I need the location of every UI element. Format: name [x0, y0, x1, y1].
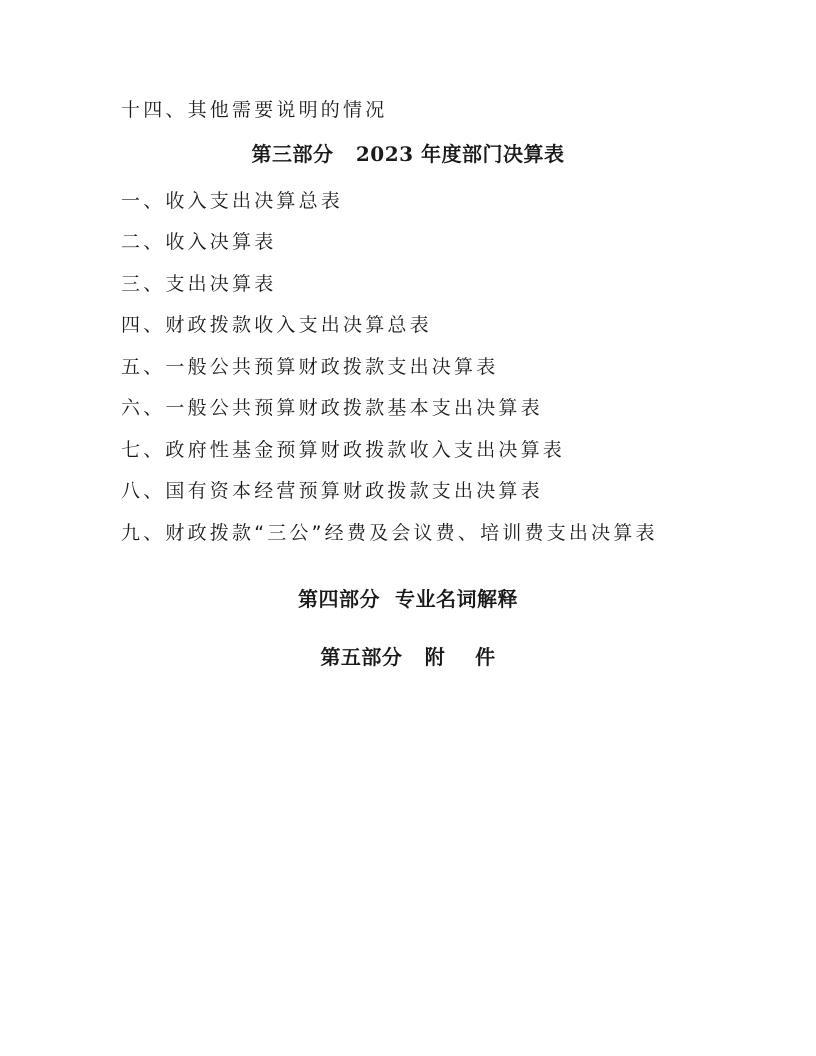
toc-item: 七、政府性基金预算财政拨款收入支出决算表: [121, 439, 566, 461]
toc-item: 二、收入决算表: [121, 231, 277, 253]
toc-item: 九、财政拨款“三公”经费及会议费、培训费支出决算表: [121, 522, 658, 544]
toc-item: 五、一般公共预算财政拨款支出决算表: [121, 356, 499, 378]
toc-item: 三、支出决算表: [121, 273, 277, 295]
toc-item: 四、财政拨款收入支出决算总表: [121, 314, 432, 336]
part5-title: 第五部分 附 件: [320, 645, 496, 669]
part4-title: 第四部分 专业名词解释: [298, 587, 518, 611]
toc-item: 一、收入支出决算总表: [121, 190, 344, 212]
toc-item-14: 十四、其他需要说明的情况: [121, 99, 388, 121]
toc-item: 六、一般公共预算财政拨款基本支出决算表: [121, 397, 543, 419]
part3-title: 第三部分 2023 年度部门决算表: [251, 142, 565, 166]
toc-item: 八、国有资本经营预算财政拨款支出决算表: [121, 480, 543, 502]
